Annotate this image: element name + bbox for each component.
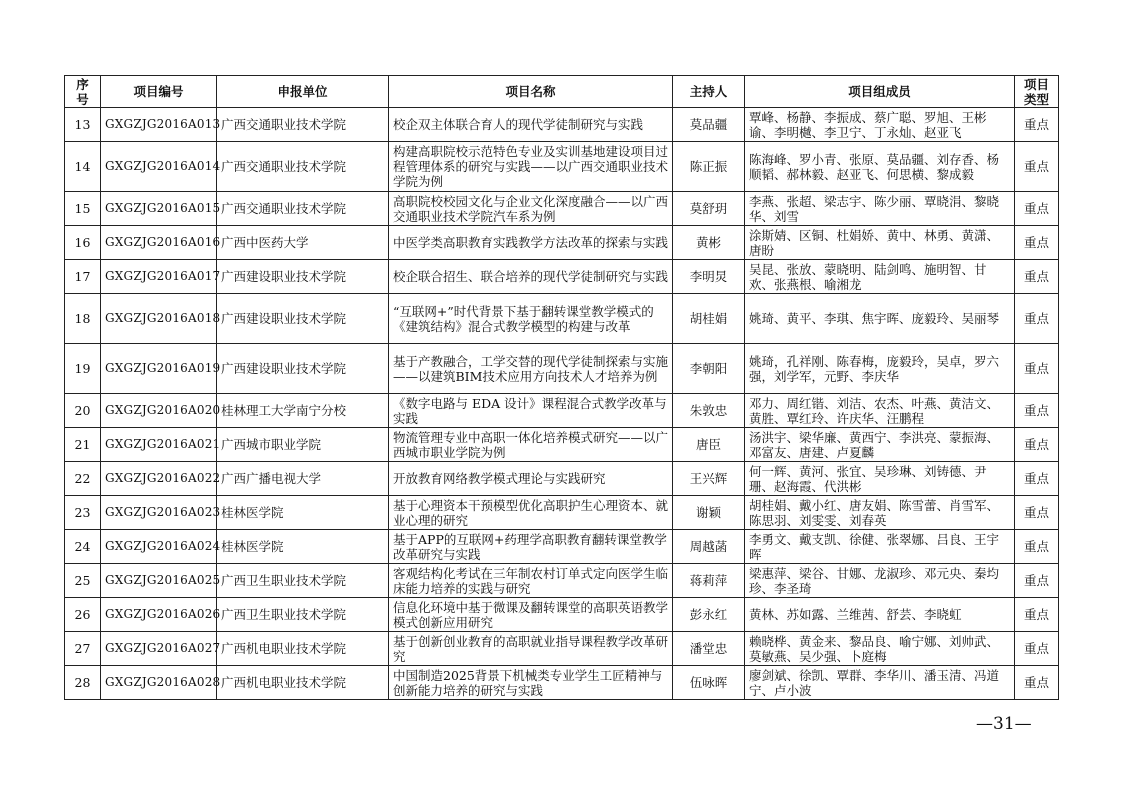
- cell-host: 伍咏晖: [673, 666, 745, 700]
- cell-members: 涂斯婧、区铜、杜娟娇、黄中、林勇、黄潇、唐盼: [745, 226, 1015, 260]
- cell-type: 重点: [1015, 666, 1059, 700]
- cell-unit: 广西卫生职业技术学院: [217, 598, 389, 632]
- cell-host: 潘堂忠: [673, 632, 745, 666]
- cell-seq: 26: [65, 598, 101, 632]
- cell-name: 中医学类高职教育实践教学方法改革的探索与实践: [389, 226, 673, 260]
- header-unit: 申报单位: [217, 76, 389, 108]
- cell-host: 唐臣: [673, 428, 745, 462]
- header-row: [65, 76, 1059, 108]
- cell-seq: 24: [65, 530, 101, 564]
- cell-seq: 14: [65, 142, 101, 192]
- cell-code: GXGZJG2016A013: [101, 108, 217, 142]
- cell-code: GXGZJG2016A025: [101, 564, 217, 598]
- cell-unit: 广西建设职业技术学院: [217, 344, 389, 394]
- cell-seq: 21: [65, 428, 101, 462]
- cell-type: 重点: [1015, 530, 1059, 564]
- cell-type: 重点: [1015, 564, 1059, 598]
- cell-name: 中国制造2025背景下机械类专业学生工匠精神与创新能力培养的研究与实践: [389, 666, 673, 700]
- table-row: [65, 598, 1059, 632]
- table-row: [65, 260, 1059, 294]
- cell-host: 陈正振: [673, 142, 745, 192]
- table-row: [65, 530, 1059, 564]
- cell-code: GXGZJG2016A018: [101, 294, 217, 344]
- table-row: [65, 428, 1059, 462]
- cell-host: 莫舒玥: [673, 192, 745, 226]
- cell-members: 胡桂娟、戴小红、唐友娟、陈雪蕾、肖雪军、陈思羽、刘雯雯、刘春英: [745, 496, 1015, 530]
- cell-type: 重点: [1015, 226, 1059, 260]
- cell-seq: 13: [65, 108, 101, 142]
- cell-seq: 17: [65, 260, 101, 294]
- cell-host: 谢颖: [673, 496, 745, 530]
- cell-host: 黄彬: [673, 226, 745, 260]
- table-row: [65, 462, 1059, 496]
- cell-type: 重点: [1015, 192, 1059, 226]
- header-code: 项目编号: [101, 76, 217, 108]
- cell-name: 基于APP的互联网+药理学高职教育翻转课堂教学改革研究与实践: [389, 530, 673, 564]
- cell-seq: 18: [65, 294, 101, 344]
- table-row: [65, 632, 1059, 666]
- cell-code: GXGZJG2016A022: [101, 462, 217, 496]
- table-row: [65, 394, 1059, 428]
- cell-host: 胡桂娟: [673, 294, 745, 344]
- cell-type: 重点: [1015, 394, 1059, 428]
- table-body: [65, 108, 1059, 700]
- cell-name: 开放教育网络教学模式理论与实践研究: [389, 462, 673, 496]
- cell-code: GXGZJG2016A026: [101, 598, 217, 632]
- table-row: [65, 226, 1059, 260]
- cell-name: “互联网+”时代背景下基于翻转课堂教学模式的《建筑结构》混合式教学模型的构建与改革: [389, 294, 673, 344]
- cell-members: 廖剑斌、徐凯、覃群、李华川、潘玉清、冯道宁、卢小波: [745, 666, 1015, 700]
- cell-code: GXGZJG2016A021: [101, 428, 217, 462]
- cell-type: 重点: [1015, 632, 1059, 666]
- table-row: [65, 666, 1059, 700]
- cell-unit: 广西城市职业学院: [217, 428, 389, 462]
- header-seq: 序 号: [65, 76, 101, 108]
- cell-members: 覃峰、杨静、李振成、蔡广聪、罗旭、王彬谕、李明樾、李卫宁、丁永灿、赵亚飞: [745, 108, 1015, 142]
- project-table: [64, 75, 1059, 700]
- cell-name: 客观结构化考试在三年制农村订单式定向医学生临床能力培养的实践与研究: [389, 564, 673, 598]
- cell-members: 陈海峰、罗小青、张原、莫品疆、刘存香、杨顺韬、郝林毅、赵亚飞、何思横、黎成毅: [745, 142, 1015, 192]
- cell-host: 李明炅: [673, 260, 745, 294]
- cell-name: 《数字电路与 EDA 设计》课程混合式教学改革与实践: [389, 394, 673, 428]
- cell-name: 高职院校校园文化与企业文化深度融合——以广西交通职业技术学院汽车系为例: [389, 192, 673, 226]
- cell-code: GXGZJG2016A020: [101, 394, 217, 428]
- header-members: 项目组成员: [745, 76, 1015, 108]
- cell-members: 梁惠萍、梁谷、甘娜、龙淑珍、邓元央、秦均珍、李圣琦: [745, 564, 1015, 598]
- cell-name: 信息化环境中基于微课及翻转课堂的高职英语教学模式创新应用研究: [389, 598, 673, 632]
- cell-name: 基于产教融合，工学交替的现代学徒制探索与实施——以建筑BIM技术应用方向技术人才培养为例: [389, 344, 673, 394]
- cell-host: 王兴辉: [673, 462, 745, 496]
- cell-seq: 22: [65, 462, 101, 496]
- cell-host: 朱敦忠: [673, 394, 745, 428]
- cell-unit: 广西交通职业技术学院: [217, 108, 389, 142]
- cell-seq: 16: [65, 226, 101, 260]
- cell-seq: 15: [65, 192, 101, 226]
- cell-type: 重点: [1015, 260, 1059, 294]
- cell-code: GXGZJG2016A027: [101, 632, 217, 666]
- cell-type: 重点: [1015, 496, 1059, 530]
- cell-unit: 广西交通职业技术学院: [217, 142, 389, 192]
- cell-unit: 广西建设职业技术学院: [217, 260, 389, 294]
- table-row: [65, 564, 1059, 598]
- cell-code: GXGZJG2016A028: [101, 666, 217, 700]
- cell-members: 赖晓桦、黄金来、黎品良、喻宁娜、刘帅武、莫敏燕、吴少强、卜庭梅: [745, 632, 1015, 666]
- cell-unit: 广西广播电视大学: [217, 462, 389, 496]
- header-type: 项目 类型: [1015, 76, 1059, 108]
- cell-name: 校企双主体联合育人的现代学徒制研究与实践: [389, 108, 673, 142]
- cell-seq: 19: [65, 344, 101, 394]
- cell-type: 重点: [1015, 142, 1059, 192]
- cell-seq: 23: [65, 496, 101, 530]
- cell-seq: 25: [65, 564, 101, 598]
- cell-name: 校企联合招生、联合培养的现代学徒制研究与实践: [389, 260, 673, 294]
- cell-unit: 桂林理工大学南宁分校: [217, 394, 389, 428]
- cell-members: 李勇文、戴支凯、徐健、张翠娜、吕良、王宇晖: [745, 530, 1015, 564]
- cell-host: 莫品疆: [673, 108, 745, 142]
- cell-code: GXGZJG2016A019: [101, 344, 217, 394]
- cell-type: 重点: [1015, 598, 1059, 632]
- cell-code: GXGZJG2016A016: [101, 226, 217, 260]
- cell-code: GXGZJG2016A014: [101, 142, 217, 192]
- cell-unit: 广西卫生职业技术学院: [217, 564, 389, 598]
- cell-type: 重点: [1015, 462, 1059, 496]
- table-row: [65, 294, 1059, 344]
- cell-unit: 广西交通职业技术学院: [217, 192, 389, 226]
- cell-name: 基于心理资本干预模型优化高职护生心理资本、就业心理的研究: [389, 496, 673, 530]
- table-row: [65, 142, 1059, 192]
- cell-members: 汤洪宇、梁华廉、黄西宁、李洪亮、蒙振海、邓富友、唐建、卢夏麟: [745, 428, 1015, 462]
- cell-name: 基于创新创业教育的高职就业指导课程教学改革研究: [389, 632, 673, 666]
- cell-members: 吴昆、张放、蒙晓明、陆剑鸣、施明智、甘欢、张燕根、喻湘龙: [745, 260, 1015, 294]
- cell-seq: 28: [65, 666, 101, 700]
- cell-code: GXGZJG2016A023: [101, 496, 217, 530]
- cell-host: 彭永红: [673, 598, 745, 632]
- cell-members: 姚琦、黄平、李琪、焦宇晖、庞毅玲、吴丽琴: [745, 294, 1015, 344]
- cell-unit: 广西中医药大学: [217, 226, 389, 260]
- cell-code: GXGZJG2016A015: [101, 192, 217, 226]
- cell-unit: 广西机电职业技术学院: [217, 666, 389, 700]
- cell-seq: 20: [65, 394, 101, 428]
- page-number: —31—: [976, 714, 1032, 734]
- cell-members: 邓力、周红锴、刘洁、农杰、叶燕、黄洁文、黄胜、覃红玲、许庆华、汪鹏程: [745, 394, 1015, 428]
- table-row: [65, 344, 1059, 394]
- header-name: 项目名称: [389, 76, 673, 108]
- cell-type: 重点: [1015, 428, 1059, 462]
- table-row: [65, 496, 1059, 530]
- cell-host: 蒋莉萍: [673, 564, 745, 598]
- cell-host: 李朝阳: [673, 344, 745, 394]
- cell-code: GXGZJG2016A017: [101, 260, 217, 294]
- cell-name: 构建高职院校示范特色专业及实训基地建设项目过程管理体系的研究与实践——以广西交通职业技术学院为例: [389, 142, 673, 192]
- header-host: 主持人: [673, 76, 745, 108]
- cell-unit: 广西机电职业技术学院: [217, 632, 389, 666]
- cell-unit: 广西建设职业技术学院: [217, 294, 389, 344]
- cell-code: GXGZJG2016A024: [101, 530, 217, 564]
- table-row: [65, 108, 1059, 142]
- cell-unit: 桂林医学院: [217, 530, 389, 564]
- cell-seq: 27: [65, 632, 101, 666]
- cell-members: 李燕、张超、梁志宇、陈少丽、覃晓涓、黎晓华、刘雪: [745, 192, 1015, 226]
- cell-members: 姚琦，孔祥刚、陈春梅，庞毅玲，吴卓，罗六强，刘学军，元野、李庆华: [745, 344, 1015, 394]
- cell-type: 重点: [1015, 344, 1059, 394]
- cell-type: 重点: [1015, 108, 1059, 142]
- table-row: [65, 192, 1059, 226]
- cell-type: 重点: [1015, 294, 1059, 344]
- cell-members: 何一辉、黄河、张宜、吴珍琳、刘铸德、尹珊、赵海霞、代洪彬: [745, 462, 1015, 496]
- cell-name: 物流管理专业中高职一体化培养模式研究——以广西城市职业学院为例: [389, 428, 673, 462]
- cell-unit: 桂林医学院: [217, 496, 389, 530]
- cell-members: 黄林、苏如露、兰维茜、舒芸、李晓虹: [745, 598, 1015, 632]
- cell-host: 周越菡: [673, 530, 745, 564]
